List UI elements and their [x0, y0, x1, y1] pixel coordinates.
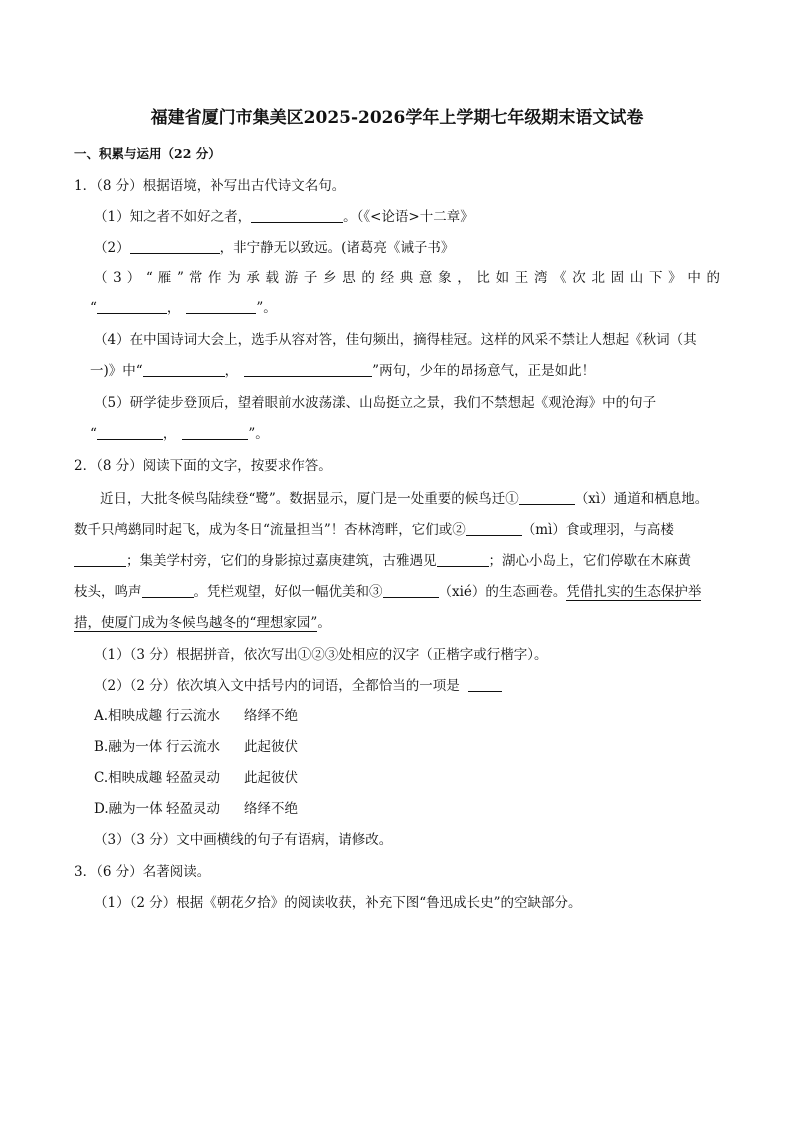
q1-sub-1: （1）知之者不如好之者， 。（《<论语>十二章》 [94, 209, 474, 225]
q1-sub-3-line-2: “ ， ”。 [90, 300, 277, 316]
answer-blank[interactable] [97, 299, 167, 314]
passage-line-4: 枝头，鸣声 。凭栏观望，好似一幅优美和③ （xié）的生态画卷。凭借扎实的生态保护举 [74, 584, 702, 600]
q3-sub-1: （1）（2 分）根据《朝花夕拾》的阅读收获，补充下图“鲁迅成长史”的空缺部分。 [94, 895, 582, 911]
option-a: A.相映成趣 行云流水 络绎不绝 [94, 708, 298, 724]
q1-sub-4-line-1: （4）在中国诗词大会上，选手从容对答，佳句频出，摘得桂冠。这样的风采不禁让人想起《秋词（其 [94, 332, 697, 348]
question-1-stem: 1．（8 分）根据语境，补写出古代诗文名句。 [74, 178, 346, 194]
option-b: B.融为一体 行云流水 此起彼伏 [94, 739, 298, 755]
answer-blank[interactable] [186, 299, 256, 314]
answer-blank[interactable] [437, 552, 489, 567]
q1-sub-5-line-2: “ ， ”。 [90, 426, 269, 442]
question-2-stem: 2．（8 分）阅读下面的文字，按要求作答。 [74, 458, 332, 474]
q1-sub-5-line-1: （5）研学徒步登顶后，望着眼前水波荡漾、山岛挺立之景，我们不禁想起《观沧海》中的句子 [94, 395, 657, 411]
passage-line-5: 措，使厦门成为冬候鸟越冬的“理想家园”。 [74, 615, 331, 631]
section-heading: 一、积累与运用（22 分） [74, 146, 221, 161]
q1-sub-4-line-2: 一)》中“ ， ”两句，少年的昂扬意气，正是如此！ [90, 363, 596, 379]
q2-sub-1: （1）（3 分）根据拼音，依次写出①②③处相应的汉字（正楷字或行楷字）。 [94, 647, 548, 663]
answer-blank[interactable] [130, 239, 220, 254]
answer-blank[interactable] [74, 552, 126, 567]
answer-blank[interactable] [142, 583, 194, 598]
q2-sub-2: （2）（2 分）依次填入文中括号内的词语，全都恰当的一项是 [94, 676, 502, 696]
passage-line-3: ；集美学村旁，它们的身影掠过嘉庚建筑，古雅遇见 ；湖心小岛上，它们停歇在木麻黄 [74, 551, 691, 571]
answer-blank[interactable] [244, 362, 372, 377]
option-c: C.相映成趣 轻盈灵动 此起彼伏 [94, 770, 298, 786]
underlined-sentence: 凭借扎实的生态保护举 [566, 584, 702, 600]
answer-blank[interactable] [97, 425, 163, 440]
answer-blank[interactable] [182, 425, 248, 440]
passage-line-1: 近日，大批冬候鸟陆续登“鹭”。数据显示，厦门是一处重要的候鸟迁① （xì）通道和栖息地。 [100, 491, 709, 507]
answer-blank[interactable] [466, 521, 522, 536]
answer-blank[interactable] [468, 677, 502, 692]
q2-sub-3: （3）（3 分）文中画横线的句子有语病，请修改。 [94, 832, 393, 848]
q1-sub-2: （2） ，非宁静无以致远。(诸葛亮《诫子书》 [94, 240, 455, 256]
answer-blank[interactable] [143, 362, 225, 377]
question-3-stem: 3．（6 分）名著阅读。 [74, 864, 211, 880]
answer-blank[interactable] [519, 490, 575, 505]
q1-sub-3-line-1: （ 3 ） “ 雁 ” 常 作 为 承 载 游 子 乡 思 的 经 典 意 象 ， 比 如 王 湾 《 次 北 固 山 下 》 中 的 [94, 270, 720, 286]
answer-blank[interactable] [251, 208, 343, 223]
exam-title: 福建省厦门市集美区2025-2026学年上学期七年级期末语文试卷 [150, 108, 644, 128]
option-d: D.融为一体 轻盈灵动 络绎不绝 [94, 801, 298, 817]
passage-line-2: 数千只鸬鹚同时起飞，成为冬日“流量担当”！杏林湾畔，它们或② （mì）食或理羽，与高楼 [74, 522, 674, 538]
answer-blank[interactable] [383, 583, 439, 598]
underlined-sentence: 措，使厦门成为冬候鸟越冬的“理想家园” [74, 615, 318, 631]
